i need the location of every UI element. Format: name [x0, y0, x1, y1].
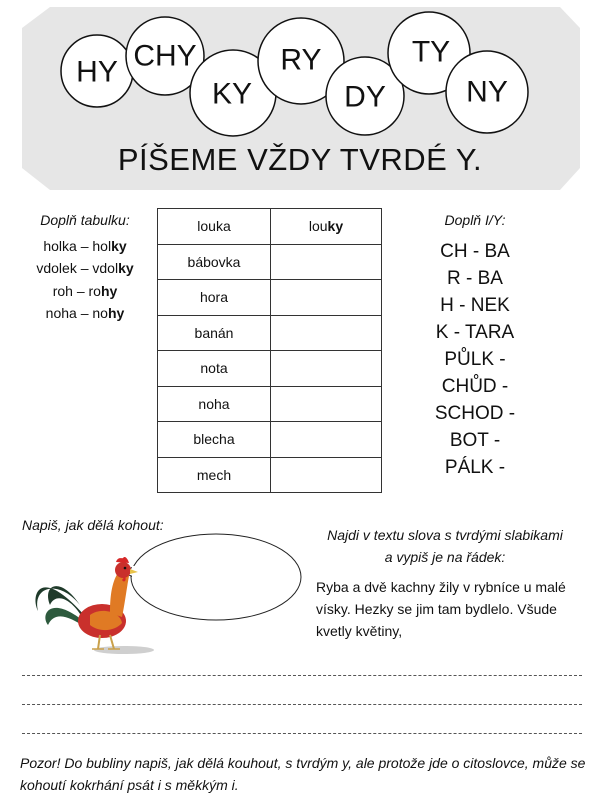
example-suffix: hy [100, 283, 118, 299]
table-answer-cell[interactable] [271, 422, 382, 458]
bubble-label: CHY [133, 39, 197, 73]
bubble-label: HY [76, 55, 118, 89]
rooster-prompt: Napiš, jak dělá kohout: [22, 517, 164, 533]
example-suffix: ky [118, 260, 134, 276]
iy-item[interactable]: PÁLK - [444, 457, 506, 478]
bubble-label: NY [466, 75, 508, 109]
find-words-prompt [300, 524, 590, 568]
example-base: vdolek – vdol [36, 260, 119, 276]
table-row [158, 315, 382, 351]
answer-line[interactable] [22, 675, 582, 676]
table-word-cell: louka [158, 209, 271, 245]
table-word-cell: noha [158, 386, 271, 422]
table-row [158, 244, 382, 280]
iy-item[interactable]: BOT - [449, 430, 501, 451]
example-line [30, 260, 140, 276]
bubble-label: DY [344, 80, 386, 114]
table-answer-cell[interactable] [271, 315, 382, 351]
find-prompt-line1: Najdi v textu slova s tvrdými slabikami [327, 527, 563, 543]
bubble-label: TY [411, 35, 451, 69]
bubble-label: RY [280, 43, 322, 77]
iy-item[interactable]: PŮLK - [444, 349, 506, 370]
table-row [158, 422, 382, 458]
table-answer-cell[interactable] [271, 209, 382, 245]
iy-item[interactable]: K - TARA [435, 322, 515, 343]
word-table [157, 208, 382, 493]
fill-table-label: Doplň tabulku: [40, 212, 130, 228]
iy-item[interactable]: SCHOD - [434, 403, 516, 424]
rooster-illustration [30, 525, 310, 660]
table-answer-cell[interactable] [271, 457, 382, 493]
example-line [30, 283, 140, 299]
example-base: roh – ro [52, 283, 101, 299]
page-title: PÍŠEME VŽDY TVRDÉ Y. [117, 142, 483, 177]
table-answer-cell[interactable] [271, 351, 382, 387]
example-base: noha – no [45, 305, 108, 321]
table-answer-cell[interactable] [271, 244, 382, 280]
table-word-cell: hora [158, 280, 271, 316]
iy-item[interactable]: H - NEK [440, 295, 510, 316]
table-row [158, 209, 382, 245]
answer-suffix: ky [327, 218, 344, 235]
speech-bubble[interactable] [118, 534, 301, 620]
bubble-ny [446, 51, 528, 133]
bubble-hy [61, 35, 133, 107]
answer-base: lou [308, 218, 328, 235]
table-row [158, 351, 382, 387]
footer-note: Pozor! Do bubliny napiš, jak dělá kouhout, s tvrdým y, ale protože jde o citoslovce, může se kohoutí kokrhání psát i s měkkým i. [20, 755, 586, 793]
table-word-cell: blecha [158, 422, 271, 458]
answer-line[interactable] [22, 704, 582, 705]
table-word-cell: banán [158, 315, 271, 351]
table-answer-cell[interactable] [271, 386, 382, 422]
table-row [158, 457, 382, 493]
table-word-cell: nota [158, 351, 271, 387]
find-prompt-line2: a vypiš je na řádek: [384, 549, 506, 565]
fill-iy-label: Doplň I/Y: [444, 212, 506, 228]
table-word-cell: mech [158, 457, 271, 493]
iy-item[interactable]: CHŮD - [441, 376, 509, 397]
example-base: holka – hol [43, 238, 112, 254]
story-text: Ryba a dvě kachny žily v rybníce u malé vísky. Hezky se jim tam bydlelo. Všude kvetly květiny, [316, 579, 566, 639]
example-suffix: ky [111, 238, 127, 254]
table-row [158, 386, 382, 422]
example-line [30, 305, 140, 321]
bubble-label: KY [211, 77, 253, 111]
iy-item[interactable]: R - BA [447, 268, 503, 289]
rooster-icon [35, 557, 154, 654]
table-row [158, 280, 382, 316]
example-line [30, 238, 140, 254]
table-word-cell: bábovka [158, 244, 271, 280]
example-suffix: hy [107, 305, 125, 321]
answer-line[interactable] [22, 733, 582, 734]
iy-item[interactable]: CH - BA [440, 241, 510, 262]
table-answer-cell[interactable] [271, 280, 382, 316]
